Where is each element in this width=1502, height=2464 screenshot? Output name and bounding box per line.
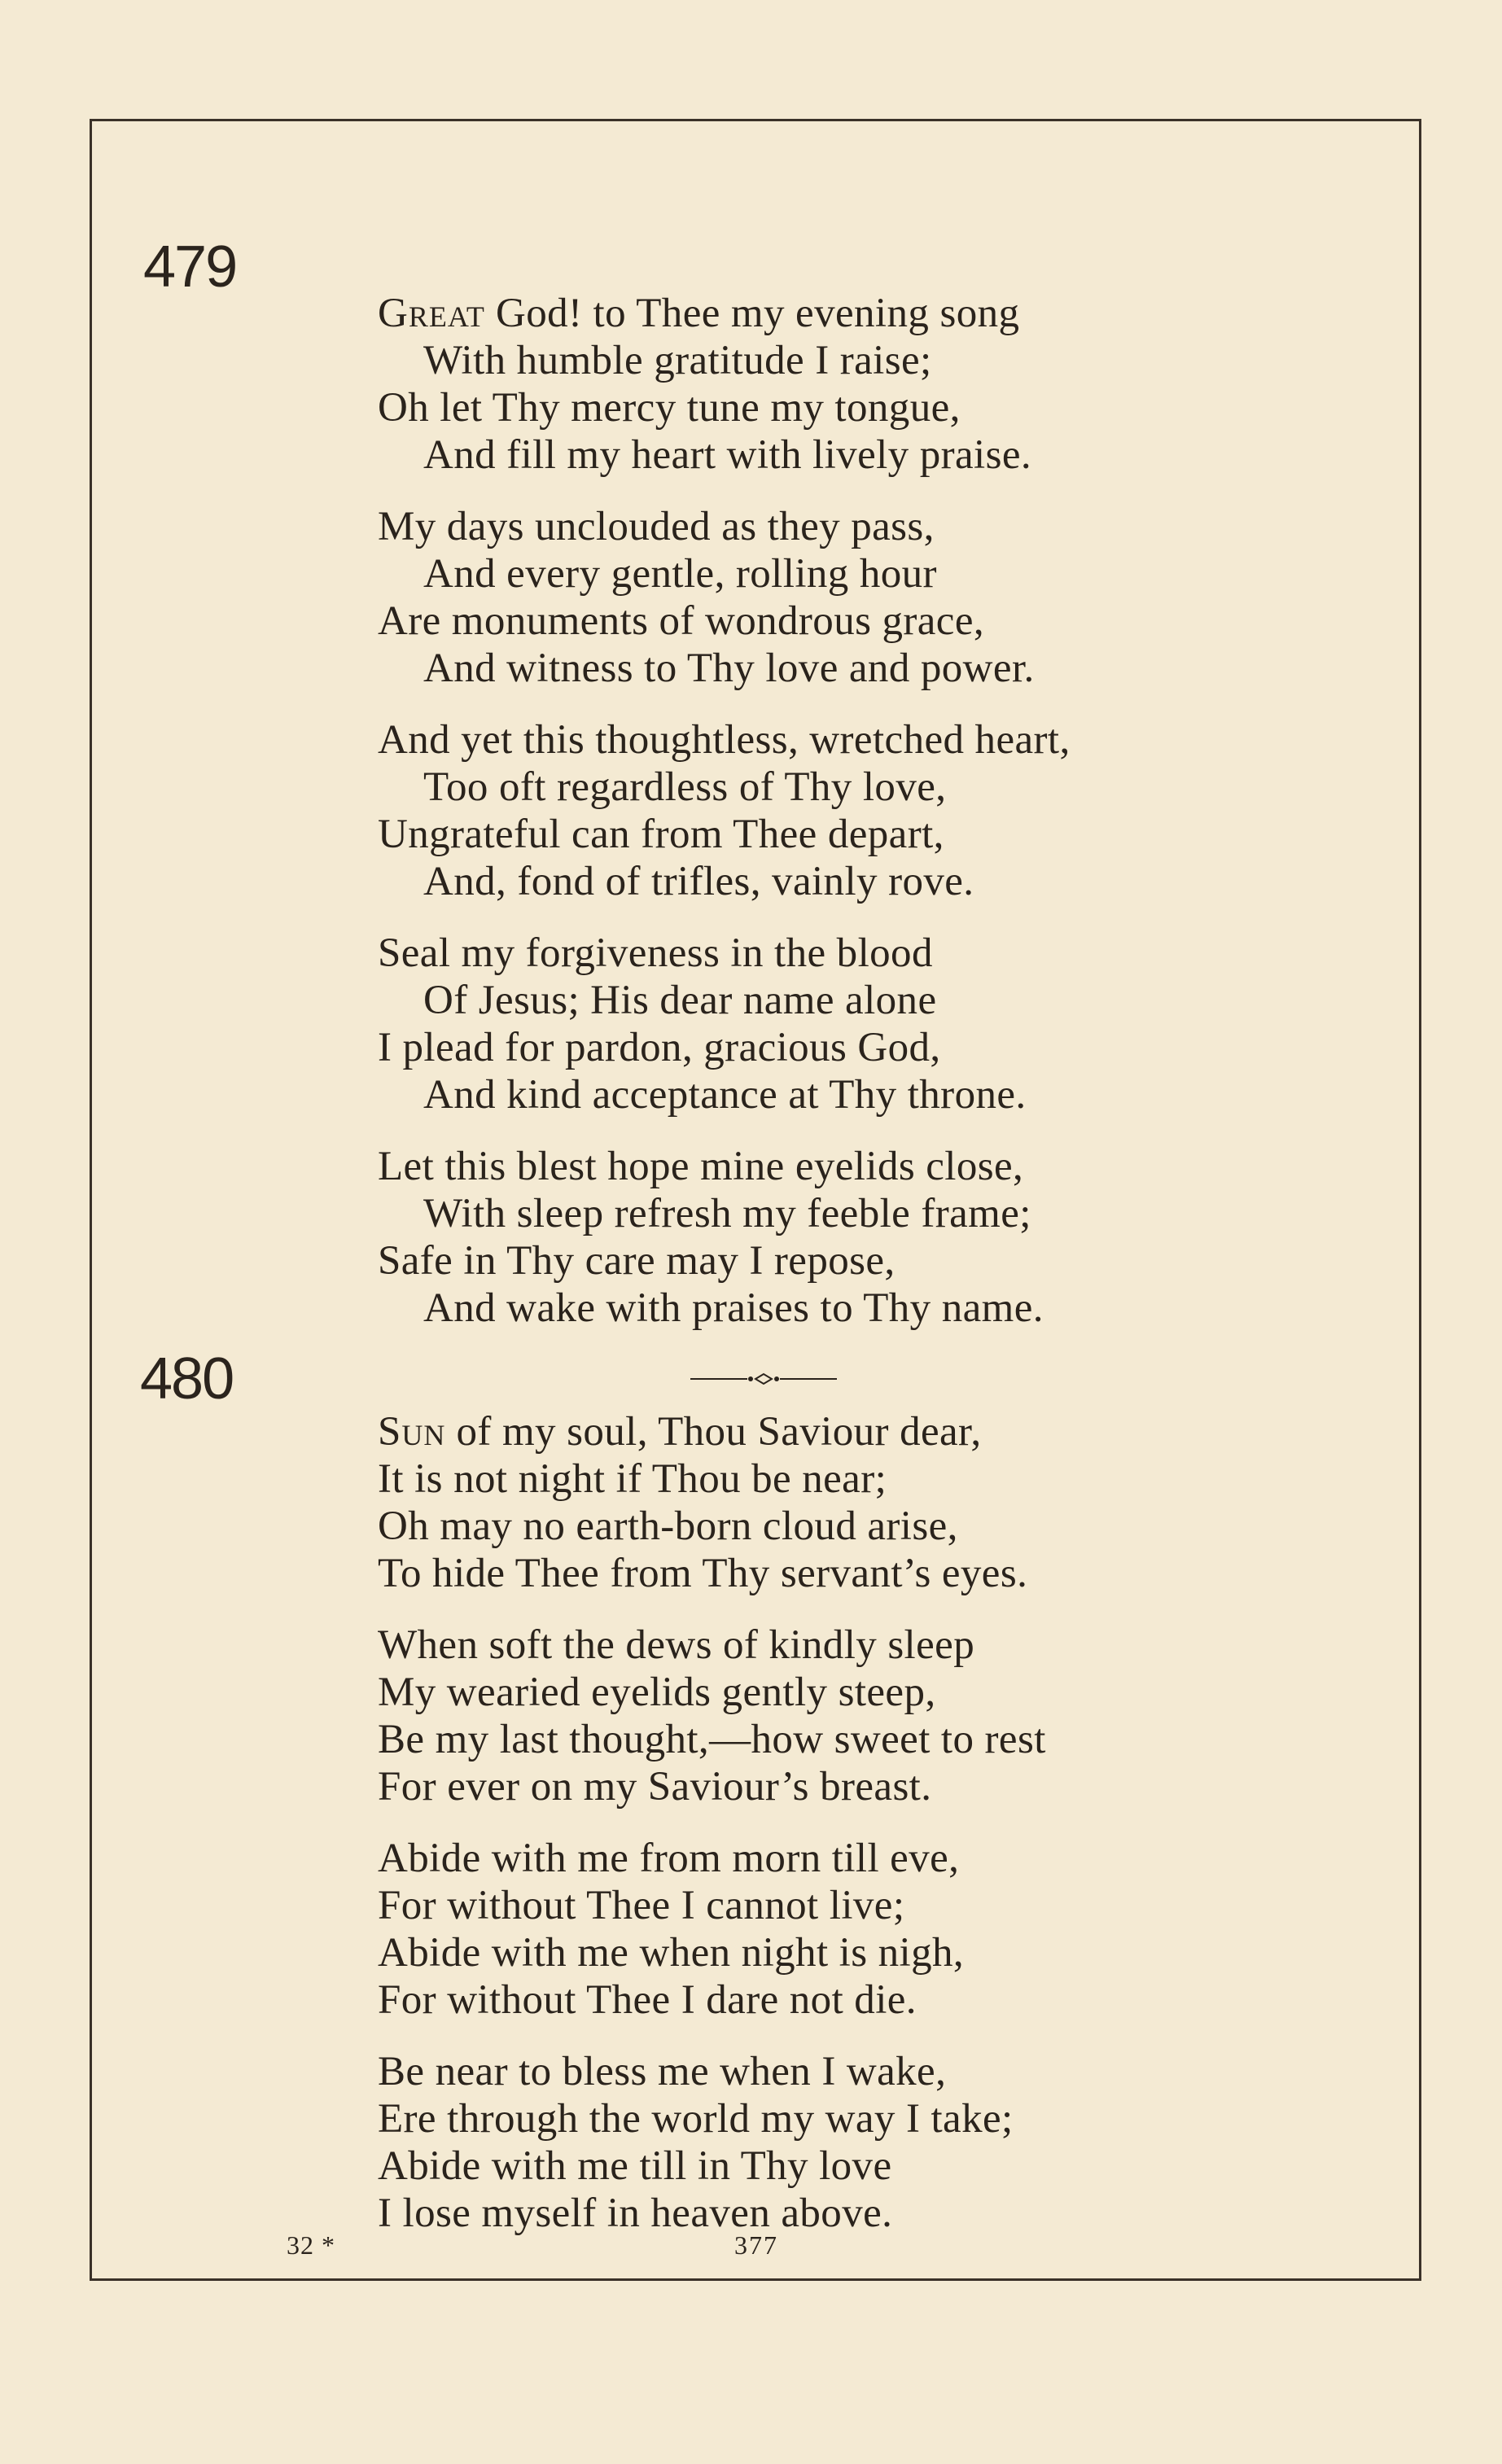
ornamental-divider <box>690 1371 837 1387</box>
hymn-number-480: 480 <box>140 1346 234 1411</box>
verse-line: Be my last thought,—how sweet to rest <box>378 1717 1046 1762</box>
hymn-479-text <box>378 290 1257 1356</box>
verse-line: Of Jesus; His dear name alone <box>423 978 937 1023</box>
verse-line: And kind acceptance at Thy throne. <box>423 1072 1027 1118</box>
stanza <box>378 290 1257 479</box>
verse-line: Abide with me when night is nigh, <box>378 1930 965 1976</box>
verse-line: Be near to bless me when I wake, <box>378 2049 947 2094</box>
stanza <box>378 503 1257 692</box>
verse-line: With humble gratitude I raise; <box>423 338 932 383</box>
stanza <box>378 1835 1257 2024</box>
verse-line: It is not night if Thou be near; <box>378 1456 887 1502</box>
signature-mark: 32 * <box>287 2230 335 2260</box>
verse-line: And yet this thoughtless, wretched heart, <box>378 717 1071 763</box>
verse-line: Oh let Thy mercy tune my tongue, <box>378 385 961 431</box>
stanza <box>378 1622 1257 1810</box>
verse-line: Seal my forgiveness in the blood <box>378 930 933 976</box>
verse-line: For without Thee I cannot live; <box>378 1883 905 1928</box>
verse-line: And witness to Thy love and power. <box>423 646 1035 691</box>
verse-line: And wake with praises to Thy name. <box>423 1285 1044 1331</box>
verse-line: With sleep refresh my feeble frame; <box>423 1191 1031 1236</box>
stanza <box>378 1143 1257 1332</box>
stanza <box>378 930 1257 1118</box>
verse-line: Let this blest hope mine eyelids close, <box>378 1144 1024 1189</box>
verse-line: When soft the dews of kindly sleep <box>378 1622 975 1668</box>
verse-line: Are monuments of wondrous grace, <box>378 598 985 644</box>
verse-line: I lose myself in heaven above. <box>378 2190 893 2236</box>
verse-line: My wearied eyelids gently steep, <box>378 1670 936 1715</box>
verse-line: Oh may no earth-born cloud arise, <box>378 1503 958 1549</box>
verse-line <box>378 1408 1257 1455</box>
verse-line <box>378 290 1257 337</box>
first-word-small-caps: Sun <box>378 1409 446 1455</box>
verse-line: Too oft regardless of Thy love, <box>423 764 947 810</box>
verse-line: I plead for pardon, gracious God, <box>378 1025 941 1070</box>
verse-line: For ever on my Saviour’s breast. <box>378 1764 932 1810</box>
verse-line-rest: of my soul, Thou Saviour dear, <box>445 1409 982 1455</box>
verse-line: And, fond of trifles, vainly rove. <box>423 859 974 904</box>
verse-line: Abide with me from morn till eve, <box>378 1836 960 1881</box>
verse-line-rest: God! to Thee my evening song <box>484 291 1020 336</box>
page-number: 377 <box>734 2230 778 2260</box>
hymn-480-text <box>378 1408 1257 2261</box>
verse-line: And every gentle, rolling hour <box>423 551 937 597</box>
stanza <box>378 716 1257 905</box>
verse-line: Abide with me till in Thy love <box>378 2143 892 2189</box>
first-word-small-caps: Great <box>378 291 485 336</box>
verse-line: Ere through the world my way I take; <box>378 2096 1014 2142</box>
hymn-number-479: 479 <box>143 234 237 300</box>
stanza <box>378 1408 1257 1597</box>
verse-line: To hide Thee from Thy servant’s eyes. <box>378 1551 1028 1596</box>
verse-line: And fill my heart with lively praise. <box>423 432 1032 478</box>
verse-line: My days unclouded as they pass, <box>378 504 935 549</box>
verse-line: For without Thee I dare not die. <box>378 1977 917 2023</box>
stanza <box>378 2048 1257 2237</box>
verse-line: Ungrateful can from Thee depart, <box>378 812 944 857</box>
verse-line: Safe in Thy care may I repose, <box>378 1238 896 1284</box>
